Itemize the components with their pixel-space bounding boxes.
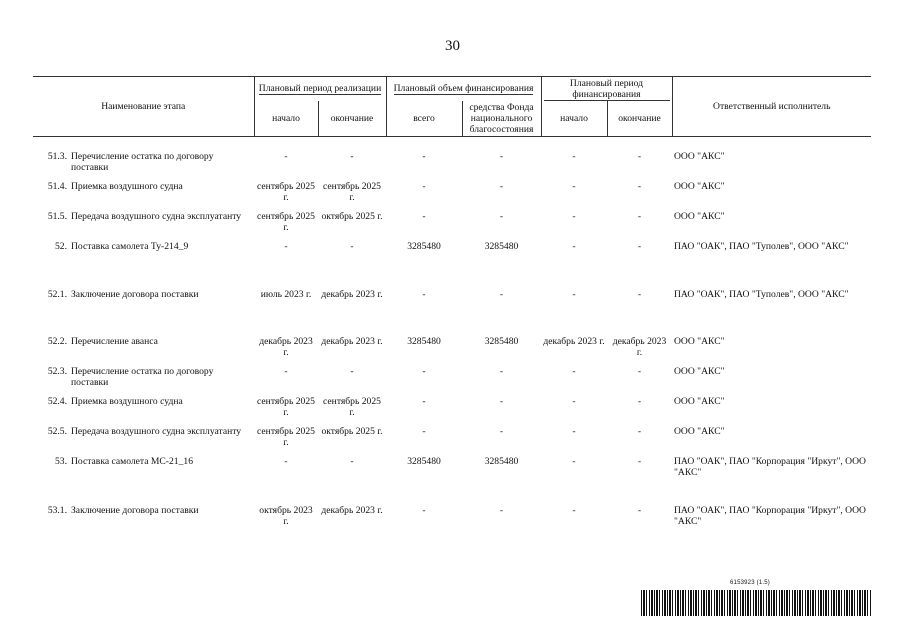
stage-plan-table bbox=[33, 76, 871, 545]
table-row bbox=[33, 426, 871, 456]
row-number: 52.4. bbox=[47, 396, 67, 407]
financing-end: - bbox=[637, 396, 642, 407]
responsible-header: Ответственный исполнитель bbox=[672, 77, 871, 137]
financing-start: - bbox=[572, 456, 576, 467]
row-number: 52.5. bbox=[47, 426, 67, 437]
row-number: 53. bbox=[55, 456, 67, 467]
stage-name: Поставка самолета МС-21_16 bbox=[71, 456, 193, 467]
responsible: ПАО "ОАК", ПАО "Туполев", ООО "АКС" bbox=[674, 289, 849, 300]
financing-end-header: окончание bbox=[607, 101, 672, 137]
financing-total: - bbox=[422, 289, 426, 300]
realization-start: - bbox=[284, 151, 288, 162]
nwf-funds: - bbox=[499, 426, 504, 437]
realization-start: сентябрь 2025 г. bbox=[257, 426, 315, 448]
responsible: ООО "АКС" bbox=[674, 396, 725, 407]
realization-end: октябрь 2025 г. bbox=[321, 211, 383, 222]
realization-start-header: начало bbox=[254, 101, 318, 137]
table-row bbox=[33, 241, 871, 289]
realization-end: октябрь 2025 г. bbox=[321, 426, 383, 437]
stage-name-header: Наименование этапа bbox=[33, 77, 254, 137]
realization-start: - bbox=[284, 366, 288, 377]
stage-name: Поставка самолета Ту-214_9 bbox=[71, 241, 189, 252]
stage-name: Приемка воздушного судна bbox=[71, 396, 183, 407]
barcode-number: 6153923 (1.5) bbox=[730, 580, 770, 586]
financing-end: - bbox=[637, 151, 642, 162]
nwf-funds: 3285480 bbox=[484, 336, 519, 347]
table-row bbox=[33, 151, 871, 181]
stage-name: Перечисление аванса bbox=[71, 336, 158, 347]
row-number: 52.1. bbox=[47, 289, 67, 300]
table-row bbox=[33, 505, 871, 545]
financing-start: декабрь 2023 г. bbox=[543, 336, 605, 347]
responsible: ПАО "ОАК", ПАО "Корпорация "Иркут", ООО "АКС" bbox=[674, 456, 866, 478]
responsible: ООО "АКС" bbox=[674, 211, 725, 222]
financing-period-header: Плановый период финансирования bbox=[541, 77, 672, 102]
realization-end: - bbox=[350, 151, 354, 162]
realization-end: декабрь 2023 г. bbox=[321, 289, 383, 300]
nwf-funds: - bbox=[499, 181, 504, 192]
realization-end: декабрь 2023 г. bbox=[321, 336, 383, 347]
responsible: ПАО "ОАК", ПАО "Туполев", ООО "АКС" bbox=[674, 241, 849, 252]
realization-start: июль 2023 г. bbox=[260, 289, 312, 300]
financing-end: - bbox=[637, 181, 642, 192]
financing-end: - bbox=[637, 426, 642, 437]
realization-end: - bbox=[350, 366, 354, 377]
nwf-funds: 3285480 bbox=[484, 456, 519, 467]
stage-name: Перечисление остатка по договору поставки bbox=[71, 151, 214, 173]
stage-name: Заключение договора поставки bbox=[71, 505, 199, 516]
financing-start: - bbox=[572, 151, 576, 162]
page-number: 30 bbox=[445, 38, 460, 54]
nwf-funds: - bbox=[499, 289, 504, 300]
financing-total: 3285480 bbox=[407, 456, 441, 467]
financing-end: - bbox=[637, 289, 642, 300]
realization-start: - bbox=[284, 456, 288, 467]
nwf-funds-header: средства Фонда национального благосостояния bbox=[462, 101, 541, 137]
financing-total: - bbox=[422, 396, 426, 407]
realization-start: октябрь 2023 г. bbox=[259, 505, 313, 527]
nwf-funds: 3285480 bbox=[484, 241, 519, 252]
realization-start: сентябрь 2025 г. bbox=[257, 396, 315, 418]
financing-start-header: начало bbox=[541, 101, 607, 137]
realization-end: сентябрь 2025 г. bbox=[323, 396, 381, 418]
stage-name: Перечисление остатка по договору поставки bbox=[71, 366, 214, 388]
nwf-funds: - bbox=[499, 151, 504, 162]
table-row bbox=[33, 456, 871, 505]
financing-start: - bbox=[572, 211, 576, 222]
nwf-funds: - bbox=[499, 211, 504, 222]
realization-start: - bbox=[284, 241, 288, 252]
financing-end: декабрь 2023 г. bbox=[612, 336, 667, 358]
row-number: 51.4. bbox=[47, 181, 67, 192]
header-row-top bbox=[33, 77, 871, 102]
realization-end: - bbox=[350, 456, 354, 467]
realization-period-header: Плановый период реализации bbox=[254, 77, 386, 102]
realization-end-header: окончание bbox=[318, 101, 386, 137]
stage-name: Заключение договора поставки bbox=[71, 289, 199, 300]
table-row bbox=[33, 366, 871, 396]
financing-total: 3285480 bbox=[407, 241, 441, 252]
financing-end: - bbox=[637, 456, 642, 467]
realization-end: - bbox=[350, 241, 354, 252]
financing-end: - bbox=[637, 505, 642, 516]
nwf-funds: - bbox=[499, 366, 504, 377]
financing-end: - bbox=[637, 241, 642, 252]
row-number: 51.3. bbox=[47, 151, 67, 162]
row-number: 52.2. bbox=[47, 336, 67, 347]
stage-name: Передача воздушного судна эксплуатанту bbox=[71, 211, 242, 222]
financing-total: - bbox=[422, 505, 426, 516]
row-number: 53.1. bbox=[47, 505, 67, 516]
table-row bbox=[33, 289, 871, 336]
row-number: 52. bbox=[55, 241, 67, 252]
realization-start: сентябрь 2025 г. bbox=[257, 211, 315, 233]
realization-start: сентябрь 2025 г. bbox=[257, 181, 315, 203]
responsible: ООО "АКС" bbox=[674, 366, 725, 377]
realization-end: декабрь 2023 г. bbox=[321, 505, 383, 516]
financing-total: - bbox=[422, 151, 426, 162]
financing-start: - bbox=[572, 426, 576, 437]
realization-start: декабрь 2023 г. bbox=[259, 336, 313, 358]
financing-total: - bbox=[422, 426, 426, 437]
responsible: ООО "АКС" bbox=[674, 336, 725, 347]
financing-end: - bbox=[637, 366, 642, 377]
financing-total: - bbox=[422, 181, 426, 192]
responsible: ООО "АКС" bbox=[674, 181, 725, 192]
financing-start: - bbox=[572, 181, 576, 192]
realization-end: сентябрь 2025 г. bbox=[323, 181, 381, 203]
financing-total: - bbox=[422, 366, 426, 377]
financing-start: - bbox=[572, 289, 576, 300]
financing-end: - bbox=[637, 211, 642, 222]
row-number: 51.5. bbox=[47, 211, 67, 222]
financing-total: 3285480 bbox=[407, 336, 441, 347]
financing-start: - bbox=[572, 241, 576, 252]
table-row bbox=[33, 211, 871, 241]
financing-total: - bbox=[422, 211, 426, 222]
table-row bbox=[33, 396, 871, 426]
table-row bbox=[33, 336, 871, 366]
stage-name: Передача воздушного судна эксплуатанту bbox=[71, 426, 242, 437]
financing-start: - bbox=[572, 366, 576, 377]
financing-total-header: всего bbox=[386, 101, 462, 137]
responsible: ООО "АКС" bbox=[674, 151, 725, 162]
row-number: 52.3. bbox=[47, 366, 67, 377]
financing-start: - bbox=[572, 505, 576, 516]
table-row bbox=[33, 181, 871, 211]
responsible: ООО "АКС" bbox=[674, 426, 725, 437]
responsible: ПАО "ОАК", ПАО "Корпорация "Иркут", ООО "АКС" bbox=[674, 505, 866, 527]
financing-volume-header: Плановый объем финансирования bbox=[386, 77, 541, 102]
stage-name: Приемка воздушного судна bbox=[71, 181, 183, 192]
barcode-icon bbox=[641, 590, 871, 616]
nwf-funds: - bbox=[499, 505, 504, 516]
nwf-funds: - bbox=[499, 396, 504, 407]
financing-start: - bbox=[572, 396, 576, 407]
